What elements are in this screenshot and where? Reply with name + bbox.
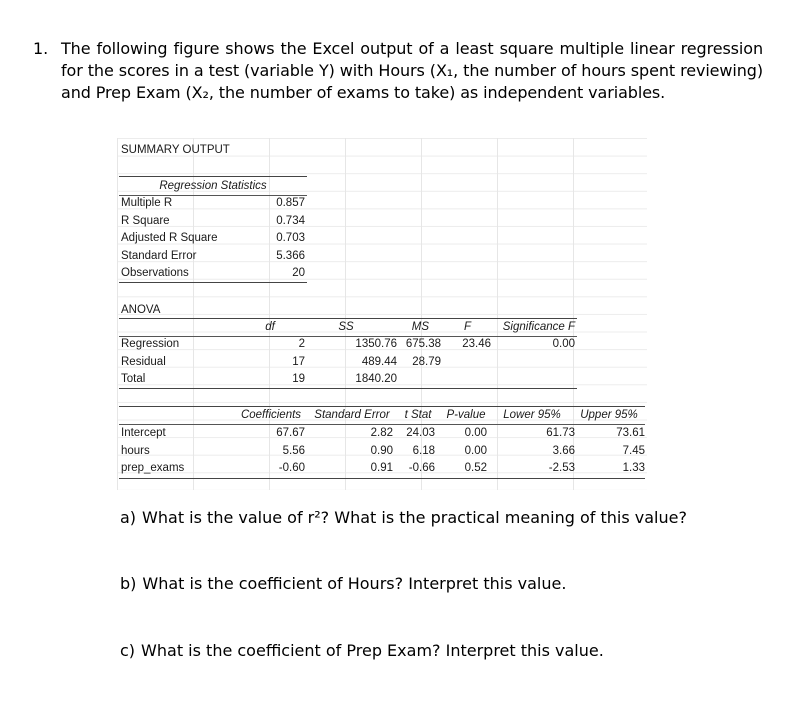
anova-row-label: Total	[121, 373, 146, 385]
divider	[119, 388, 577, 389]
coef-lower-95: 3.66	[552, 445, 575, 457]
question-label: b)	[120, 574, 137, 593]
coef-lower-95: -2.53	[548, 462, 575, 474]
anova-row-label: Regression	[121, 338, 180, 350]
anova-header-ms: MS	[411, 321, 429, 333]
question-text: What is the coefficient of Prep Exam? Interpret this value.	[141, 641, 604, 660]
question-b	[120, 574, 566, 594]
question-c	[120, 641, 604, 661]
coef-header-lower-95: Lower 95%	[503, 409, 561, 421]
coef-t-stat: -0.66	[408, 462, 435, 474]
anova-header-f: F	[463, 321, 471, 333]
coef-standard-error: 0.90	[370, 445, 393, 457]
anova-df: 19	[292, 373, 305, 385]
anova-ss: 1350.76	[355, 338, 397, 350]
coef-upper-95: 1.33	[622, 462, 645, 474]
coef-row-label: Intercept	[121, 427, 166, 439]
anova-significance: 0.00	[552, 338, 575, 350]
stat-value: 20	[292, 267, 305, 279]
regression-stats-header: Regression Statistics	[159, 180, 267, 192]
summary-title: SUMMARY OUTPUT	[121, 144, 230, 156]
coef-t-stat: 24.03	[406, 427, 435, 439]
stat-label: R Square	[121, 214, 170, 227]
divider	[119, 176, 307, 177]
question-label: a)	[120, 508, 137, 527]
anova-title: ANOVA	[121, 304, 161, 316]
anova-header-ss: SS	[338, 321, 354, 333]
stat-label: Multiple R	[121, 197, 173, 209]
stat-value: 0.703	[276, 232, 305, 244]
stat-value: 0.857	[276, 197, 305, 209]
coef-lower-95: 61.73	[546, 427, 575, 439]
coef-header-upper-95: Upper 95%	[580, 409, 638, 421]
question-text: What is the value of r²? What is the practical meaning of this value?	[142, 508, 687, 527]
problem-number: 1.	[33, 39, 49, 58]
coef-value: -0.60	[278, 462, 305, 474]
coef-upper-95: 73.61	[616, 427, 645, 439]
anova-f: 23.46	[462, 338, 491, 350]
anova-header-df: df	[265, 321, 275, 333]
stat-label: Adjusted R Square	[121, 232, 218, 244]
coef-value: 5.56	[282, 445, 305, 457]
anova-ss: 489.44	[361, 355, 397, 368]
coef-upper-95: 7.45	[622, 445, 645, 457]
anova-ms: 675.38	[405, 338, 441, 350]
anova-df: 2	[298, 338, 305, 350]
coef-header-t-stat: t Stat	[404, 409, 432, 421]
anova-header-significance: Significance F	[502, 321, 575, 333]
stat-label: Observations	[121, 267, 189, 279]
coef-p-value: 0.52	[464, 462, 487, 474]
divider	[119, 478, 645, 479]
anova-df: 17	[292, 355, 305, 368]
coef-standard-error: 2.82	[370, 427, 393, 439]
question-text: What is the coefficient of Hours? Interpret this value.	[142, 574, 567, 593]
problem-text: The following figure shows the Excel output of a least square multiple linear regression for the scores in a test (variable Y) with Hours (X₁, the number of hours spent reviewing) and Prep Exam (X₂, the number of exams to take) as independent variables.	[61, 39, 763, 102]
anova-ms: 28.79	[412, 355, 441, 368]
divider	[119, 282, 307, 283]
coef-t-stat: 6.18	[412, 445, 435, 457]
coef-row-label: hours	[121, 445, 150, 457]
coef-p-value: 0.00	[464, 427, 487, 439]
coef-header-p-value: P-value	[446, 409, 486, 421]
question-a	[120, 508, 687, 528]
problem-statement	[33, 38, 763, 104]
anova-row-label: Residual	[121, 355, 166, 368]
coef-row-label: prep_exams	[121, 462, 185, 474]
stat-label: Standard Error	[121, 249, 197, 262]
coef-p-value: 0.00	[464, 445, 487, 457]
stat-value: 5.366	[276, 249, 305, 262]
stat-value: 0.734	[276, 214, 305, 227]
coef-header-standard-error: Standard Error	[314, 409, 390, 421]
anova-ss: 1840.20	[355, 373, 397, 385]
coef-value: 67.67	[276, 427, 305, 439]
coef-standard-error: 0.91	[370, 462, 393, 474]
excel-summary-output	[117, 138, 647, 490]
coef-header-coefficients: Coefficients	[240, 409, 302, 421]
question-label: c)	[120, 641, 136, 660]
